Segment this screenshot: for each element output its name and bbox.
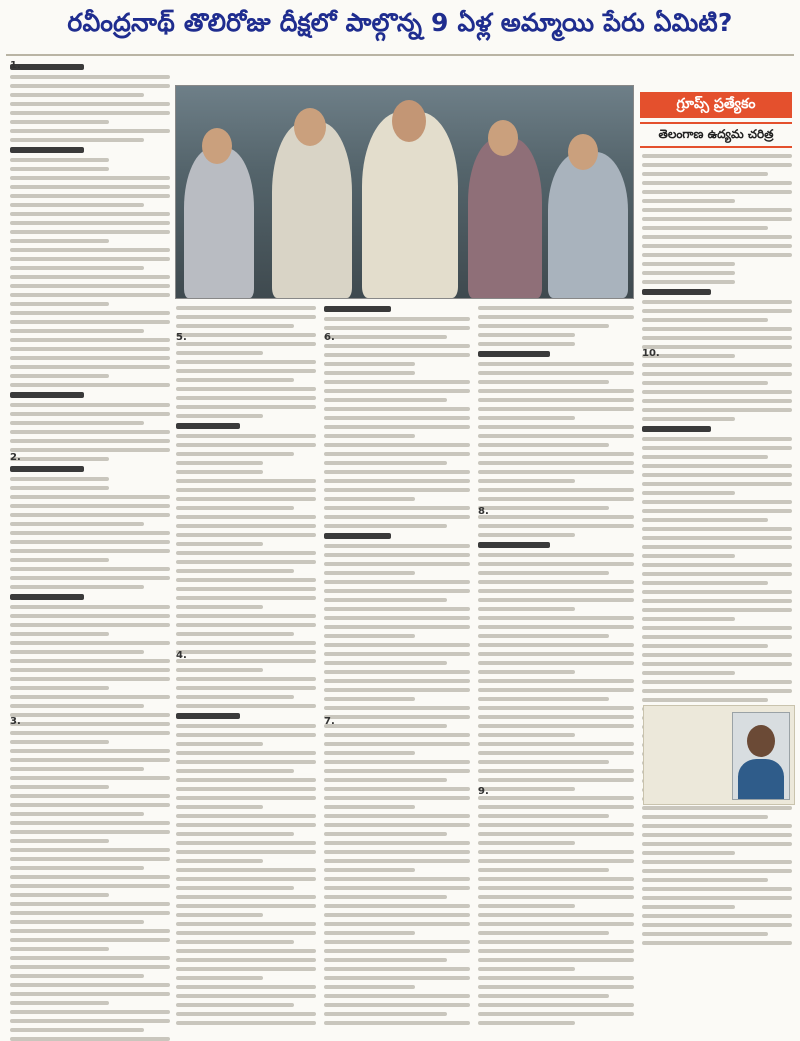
question-number: 1. [10,60,21,71]
question-number: 6. [324,332,335,343]
question-number: 8. [478,506,489,517]
section-title-banner: గ్రూప్స్ ప్రత్యేకం [640,92,792,118]
headline-rule [6,54,794,56]
question-number: 4. [176,650,187,661]
page-headline: రవీంద్రనాథ్ తొలిరోజు దీక్షలో పాల్గొన్న 9 ఏళ్ల అమ్మాయి పేరు ఏమిటి? [67,8,733,37]
author-photo [732,712,790,800]
text-column-4 [478,306,634,1025]
question-number: 10. [642,348,660,359]
text-column-1 [10,64,170,1041]
author-box [643,705,795,805]
question-number: 9. [478,786,489,797]
question-number: 3. [10,716,21,727]
question-number: 7. [324,716,335,727]
section-subtitle: తెలంగాణ ఉద్యమ చరిత్ర [640,122,792,148]
text-column-3 [324,306,470,1025]
question-number: 5. [176,332,187,343]
text-column-5 [642,154,792,945]
text-column-2 [176,306,316,1025]
question-number: 2. [10,452,21,463]
historic-group-photo [175,85,634,299]
